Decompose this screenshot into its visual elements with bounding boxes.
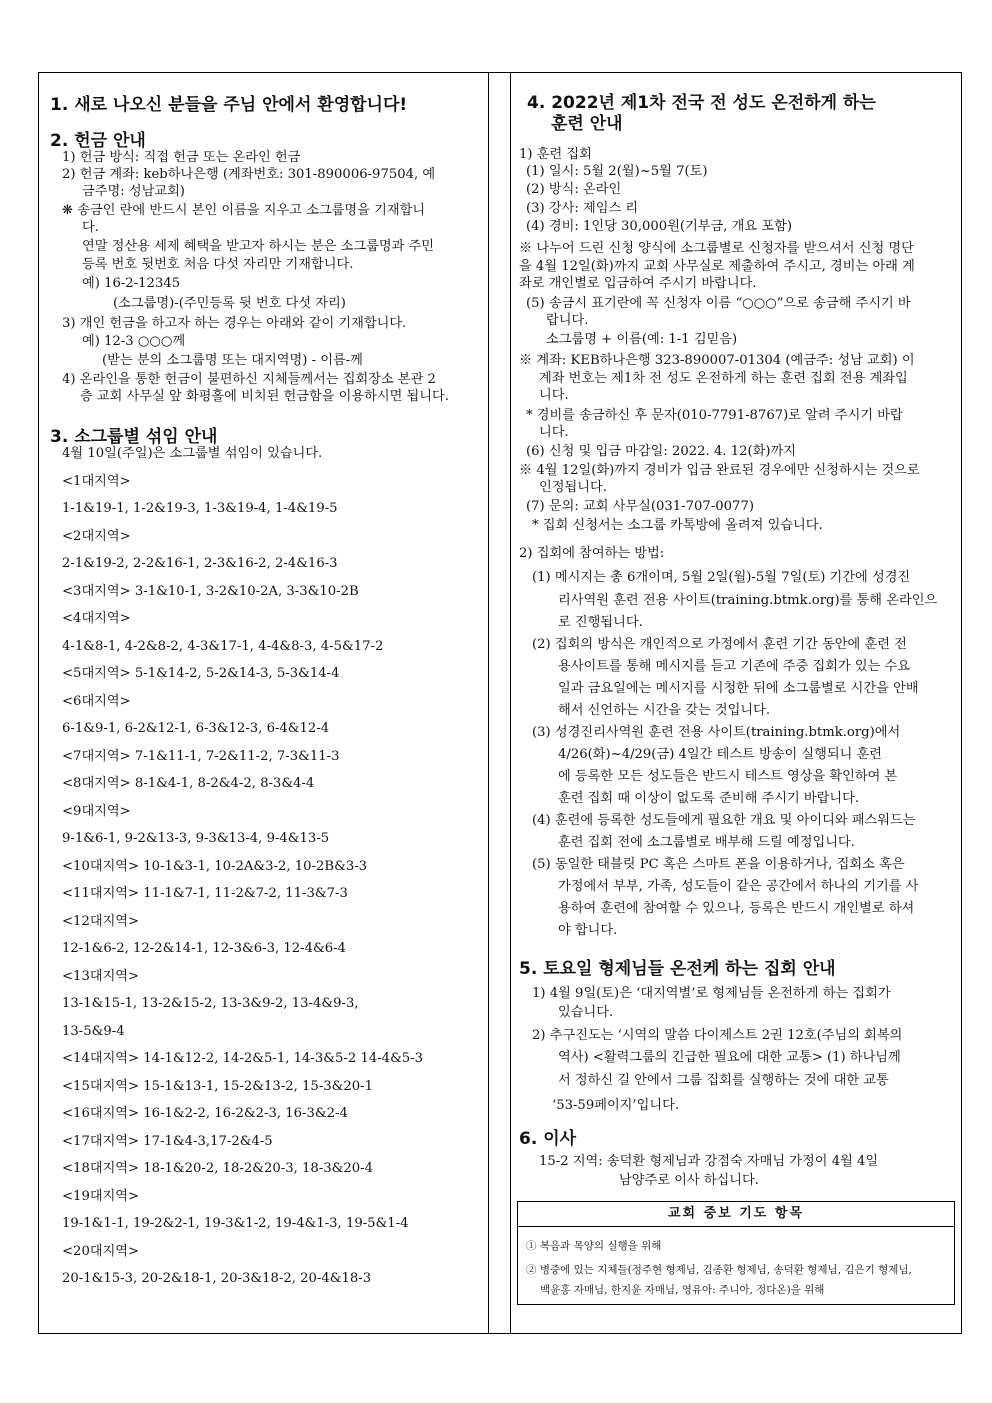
- mixing-line: <7대지역> 7-1&11-1, 7-2&11-2, 7-3&11-3: [62, 749, 340, 764]
- training-line: ※ 나누어 드린 신청 양식에 소그룹별로 신청자를 받으셔서 신청 명단: [519, 241, 914, 256]
- saturday-line: 서 정하신 길 안에서 그룹 집회를 실행하는 것에 대한 교통: [558, 1073, 889, 1088]
- method-line: 해서 신언하는 시간을 갖는 것입니다.: [558, 703, 771, 718]
- mixing-line: <13대지역>: [62, 969, 140, 984]
- mixing-line: 9-1&6-1, 9-2&13-3, 9-3&13-4, 9-4&13-5: [62, 831, 330, 846]
- method-line: (3) 성경진리사역원 훈련 전용 사이트(training.btmk.org)에서: [532, 725, 901, 740]
- offering-line: 등록 번호 뒷번호 처음 다섯 자리만 기재합니다.: [82, 257, 354, 272]
- saturday-line: 2) 추구진도는 ‘시역의 말씀 다이제스트 2권 12호(주님의 회복의: [532, 1028, 903, 1043]
- offering-line: 3) 개인 헌금을 하고자 하는 경우는 아래와 같이 기재합니다.: [62, 316, 407, 331]
- mixing-line: <18대지역> 18-1&20-2, 18-2&20-3, 18-3&20-4: [62, 1161, 374, 1176]
- mixing-line: <14대지역> 14-1&12-2, 14-2&5-1, 14-3&5-2 14-4&5-3: [62, 1051, 424, 1066]
- training-line: 좌로 개인별로 입금하여 주시기 바랍니다.: [519, 276, 757, 291]
- mixing-line: <11대지역> 11-1&7-1, 11-2&7-2, 11-3&7-3: [62, 886, 348, 901]
- saturday-line: 1) 4월 9일(토)은 ‘대지역별’로 형제님들 온전하게 하는 집회가: [532, 986, 891, 1001]
- method-line: 일과 금요일에는 메시지를 시청한 뒤에 소그룹별로 시간을 안배: [558, 681, 919, 696]
- saturday-line: 있습니다.: [558, 1005, 614, 1020]
- mixing-line: <10대지역> 10-1&3-1, 10-2A&3-2, 10-2B&3-3: [62, 859, 368, 874]
- saturday-line: ‘53-59페이지’입니다.: [552, 1098, 680, 1113]
- training-line: (7) 문의: 교회 사무실(031-707-0077): [526, 499, 754, 514]
- moving-line: 남양주로 이사 하십니다.: [619, 1173, 759, 1188]
- training-line: 소그룹명 + 이름(예: 1-1 김믿음): [546, 332, 738, 347]
- training-line: (5) 송금시 표기란에 꼭 신청자 이름 “○○○”으로 송금해 주시기 바: [526, 296, 911, 311]
- mixing-line: <8대지역> 8-1&4-1, 8-2&4-2, 8-3&4-4: [62, 776, 315, 791]
- section-4-title-line2: 훈련 안내: [551, 114, 623, 134]
- mixing-line: 13-5&9-4: [62, 1024, 125, 1039]
- training-line: * 경비를 송금하신 후 문자(010-7791-8767)로 알려 주시기 바랍: [526, 408, 903, 423]
- training-line: 계좌 번호는 제1차 전 성도 온전하게 하는 훈련 집회 전용 계좌입: [539, 371, 908, 386]
- method-line: (4) 훈련에 등록한 성도들에게 필요한 개요 및 아이디와 패스워드는: [532, 813, 916, 828]
- method-line: 용사이트를 통해 메시지를 듣고 기존에 주중 집회가 있는 수요: [558, 659, 911, 674]
- mixing-line: <9대지역>: [62, 804, 131, 819]
- offering-line: 2) 헌금 계좌: keb하나은행 (계좌번호: 301-890006-97504, 예: [62, 167, 436, 182]
- training-line: (4) 경비: 1인당 30,000원(기부금, 개요 포함): [526, 219, 792, 234]
- mixing-line: 6-1&9-1, 6-2&12-1, 6-3&12-3, 6-4&12-4: [62, 721, 330, 736]
- training-line: 니다.: [539, 425, 569, 440]
- mixing-line: <20대지역>: [62, 1244, 140, 1259]
- moving-line: 15-2 지역: 송덕환 형제님과 강점숙 자매님 가정이 4월 4일: [539, 1154, 879, 1169]
- mixing-line: <17대지역> 17-1&4-3,17-2&4-5: [62, 1134, 273, 1149]
- method-line: (2) 집회의 방식은 개인적으로 가정에서 훈련 기간 동안에 훈련 전: [532, 637, 907, 652]
- training-line: (3) 강사: 제임스 리: [526, 201, 639, 216]
- mixing-line: 12-1&6-2, 12-2&14-1, 12-3&6-3, 12-4&6-4: [62, 941, 346, 956]
- mixing-line: 1-1&19-1, 1-2&19-3, 1-3&19-4, 1-4&19-5: [62, 501, 338, 516]
- mixing-line: <15대지역> 15-1&13-1, 15-2&13-2, 15-3&20-1: [62, 1079, 374, 1094]
- mixing-line: <5대지역> 5-1&14-2, 5-2&14-3, 5-3&14-4: [62, 666, 340, 681]
- training-line: ※ 계좌: KEB하나은행 323-890007-01304 (예금주: 성남 교회) 이: [519, 353, 915, 368]
- offering-line: 연말 정산용 세제 혜택을 받고자 하시는 분은 소그룹명과 주민: [82, 239, 435, 254]
- training-line: 을 4월 12일(화)까지 교회 사무실로 제출하여 주시고, 경비는 아래 계: [519, 259, 915, 274]
- method-line: 훈련 집회 전에 소그룹별로 배부해 드릴 예정입니다.: [558, 835, 855, 850]
- method-line: 가정에서 부부, 가족, 성도들이 같은 공간에서 하나의 기기를 사: [558, 879, 919, 894]
- training-line: (2) 방식: 온라인: [526, 182, 622, 197]
- offering-line: 다.: [82, 220, 99, 235]
- mixing-line: <19대지역>: [62, 1189, 140, 1204]
- mixing-line: 19-1&1-1, 19-2&2-1, 19-3&1-2, 19-4&1-3, 19-5&1-4: [62, 1216, 409, 1231]
- training-line: (1) 일시: 5월 2(월)~5월 7(토): [526, 164, 708, 179]
- mixing-line: <6대지역>: [62, 694, 131, 709]
- training-line: 랍니다.: [546, 313, 589, 328]
- mixing-line: 20-1&15-3, 20-2&18-1, 20-3&18-2, 20-4&18-3: [62, 1271, 372, 1286]
- mixing-line: <3대지역> 3-1&10-1, 3-2&10-2A, 3-3&10-2B: [62, 584, 359, 599]
- method-line: (1) 메시지는 총 6개이며, 5월 2일(월)-5월 7일(토) 기간에 성경진: [532, 570, 911, 585]
- offering-line: (받는 분의 소그룹명 또는 대지역명) - 이름-께: [102, 353, 363, 368]
- prayer-box: [517, 1201, 955, 1305]
- mixing-line: <12대지역>: [62, 914, 140, 929]
- training-line: 니다.: [539, 388, 569, 403]
- mixing-line: 4-1&8-1, 4-2&8-2, 4-3&17-1, 4-4&8-3, 4-5&17-2: [62, 639, 384, 654]
- method-line: 에 등록한 모든 성도들은 반드시 테스트 영상을 확인하여 본: [558, 769, 898, 784]
- method-line: 용하여 훈련에 참여할 수 있으나, 등록은 반드시 개인별로 하셔: [558, 901, 915, 916]
- method-line: 로 진행됩니다.: [558, 615, 643, 630]
- method-line: (5) 동일한 태블릿 PC 혹은 스마트 폰을 이용하거나, 집회소 혹은: [532, 857, 905, 872]
- mixing-intro: 4월 10일(주일)은 소그룹별 섞임이 있습니다.: [62, 446, 323, 461]
- method-line: 2) 집회에 참여하는 방법:: [519, 546, 665, 561]
- prayer-item: 백윤홍 자매님, 한지윤 자매님, 영유아: 주니아, 정다온)을 위해: [540, 1284, 825, 1296]
- prayer-item: ② 병중에 있는 지체들(정주현 형제님, 김종환 형제님, 송덕환 형제님, 김은기 형제님,: [526, 1264, 912, 1276]
- mixing-line: <2대지역>: [62, 529, 131, 544]
- prayer-item: ① 복음과 목양의 실행을 위해: [526, 1240, 662, 1252]
- training-line: 인정됩니다.: [539, 480, 607, 495]
- mixing-line: 13-1&15-1, 13-2&15-2, 13-3&9-2, 13-4&9-3,: [62, 996, 359, 1011]
- method-line: 훈련 집회 때 이상이 없도록 준비해 주시기 바랍니다.: [558, 791, 860, 806]
- offering-line: (소그룹명)-(주민등록 뒷 번호 다섯 자리): [113, 296, 346, 311]
- offering-line: 1) 헌금 방식: 직접 헌금 또는 온라인 헌금: [62, 150, 301, 165]
- section-6-title: 6. 이사: [519, 1129, 577, 1149]
- training-line: ※ 4월 12일(화)까지 경비가 입금 완료된 경우에만 신청하시는 것으로: [519, 463, 920, 478]
- training-line: (6) 신청 및 입금 마감일: 2022. 4. 12(화)까지: [526, 444, 797, 459]
- mixing-line: <4대지역>: [62, 611, 131, 626]
- saturday-line: 역사) <활력그룹의 긴급한 필요에 대한 교통> (1) 하나님께: [558, 1050, 901, 1065]
- section-5-title: 5. 토요일 형제님들 온전케 하는 집회 안내: [519, 959, 836, 979]
- mixing-line: 2-1&19-2, 2-2&16-1, 2-3&16-2, 2-4&16-3: [62, 556, 338, 571]
- method-line: 야 합니다.: [558, 923, 618, 938]
- offering-line: 예) 12-3 ○○○께: [82, 334, 186, 349]
- offering-line: ❋ 송금인 란에 반드시 본인 이름을 지우고 소그룹명을 기재합니: [62, 203, 426, 218]
- method-line: 리사역원 훈련 전용 사이트(training.btmk.org)를 통해 온라인으: [558, 593, 938, 608]
- prayer-title: 교회 중보 기도 항목: [518, 1202, 954, 1227]
- mixing-line: <16대지역> 16-1&2-2, 16-2&2-3, 16-3&2-4: [62, 1106, 348, 1121]
- section-1-title: 1. 새로 나오신 분들을 주님 안에서 환영합니다!: [50, 95, 408, 115]
- offering-line: 예) 16-2-12345: [82, 276, 181, 291]
- offering-line: 4) 온라인을 통한 헌금이 불편하신 지체들께서는 집회장소 본관 2: [62, 372, 436, 387]
- section-2-title: 2. 헌금 안내: [50, 131, 146, 151]
- training-line: 1) 훈련 집회: [519, 147, 592, 162]
- method-line: 4/26(화)~4/29(금) 4일간 테스트 방송이 실행되니 훈련: [558, 747, 883, 762]
- offering-line: 금주명: 성남교회): [82, 184, 185, 199]
- mixing-line: <1대지역>: [62, 474, 131, 489]
- training-line: * 집회 신청서는 소그룹 카톡방에 올려져 있습니다.: [532, 518, 823, 533]
- offering-line: 층 교회 사무실 앞 화평홀에 비치된 헌금함을 이용하시면 됩니다.: [80, 389, 449, 404]
- section-4-title: 4. 2022년 제1차 전국 전 성도 온전하게 하는: [527, 93, 876, 113]
- section-3-title: 3. 소그룹별 섞임 안내: [50, 427, 218, 447]
